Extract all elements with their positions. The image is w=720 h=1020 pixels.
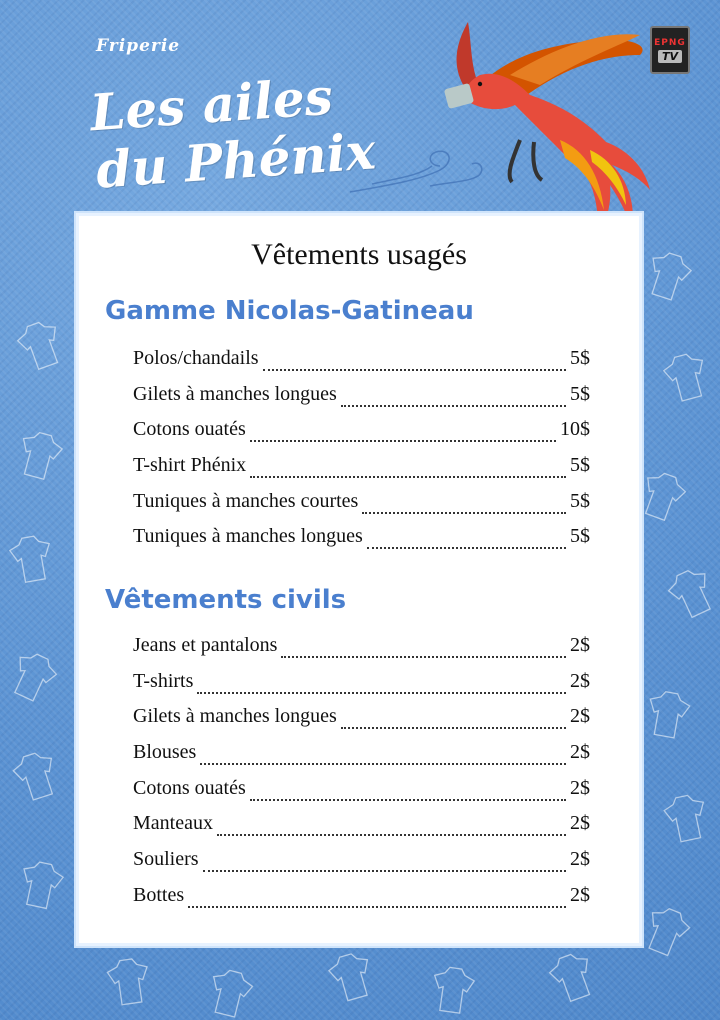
item-price: 10$ <box>560 418 590 441</box>
dot-leader <box>281 656 566 658</box>
dot-leader <box>367 547 566 549</box>
item-name: Gilets à manches longues <box>133 382 337 405</box>
price-row <box>133 777 590 813</box>
price-row <box>133 634 590 670</box>
item-price: 2$ <box>570 705 590 728</box>
item-name: T-shirt Phénix <box>133 454 247 477</box>
item-name: Jeans et pantalons <box>133 634 278 656</box>
dot-leader <box>250 476 566 478</box>
price-row <box>133 454 590 490</box>
shirt-outline-icon <box>6 648 61 705</box>
section-list-gamme <box>133 347 590 561</box>
item-name: Tuniques à manches courtes <box>133 489 359 512</box>
item-price: 2$ <box>570 776 590 799</box>
shirt-outline-icon <box>546 950 599 1005</box>
shirt-outline-icon <box>10 749 62 803</box>
price-row <box>133 670 590 706</box>
item-name: Cotons ouatés <box>133 418 246 441</box>
brand-title-line1: Les ailes <box>88 66 335 143</box>
dot-leader <box>362 512 566 514</box>
item-price: 2$ <box>570 848 590 871</box>
price-row <box>133 705 590 741</box>
dot-leader <box>200 763 566 765</box>
item-price: 5$ <box>570 382 590 405</box>
shirt-outline-icon <box>640 904 694 960</box>
dot-leader <box>250 799 566 801</box>
item-price: 2$ <box>570 634 590 656</box>
shirt-outline-icon <box>662 793 710 844</box>
item-price: 5$ <box>570 525 590 548</box>
item-name: Gilets à manches longues <box>133 705 337 728</box>
item-price: 5$ <box>570 347 590 369</box>
shirt-outline-icon <box>664 565 719 622</box>
logo-tv-text: TV <box>658 50 682 63</box>
shirt-outline-icon <box>15 429 65 482</box>
dot-leader <box>197 692 566 694</box>
item-name: Blouses <box>133 741 197 764</box>
logo-top-text: EPNG <box>654 37 686 48</box>
brand-subtitle: Friperie <box>96 36 181 56</box>
item-price: 5$ <box>570 489 590 512</box>
price-row <box>133 347 590 383</box>
item-price: 5$ <box>570 454 590 477</box>
shirt-outline-icon <box>14 318 67 373</box>
item-name: Bottes <box>133 883 185 906</box>
price-row <box>133 490 590 526</box>
shirt-outline-icon <box>326 950 377 1003</box>
shirt-outline-icon <box>17 859 65 910</box>
shirt-outline-icon <box>205 967 254 1019</box>
item-price: 2$ <box>570 883 590 906</box>
shirt-outline-icon <box>644 689 691 739</box>
item-price: 2$ <box>570 741 590 764</box>
shirt-outline-icon <box>8 534 55 584</box>
price-row <box>133 741 590 777</box>
price-row <box>133 418 590 454</box>
item-price: 2$ <box>570 669 590 692</box>
dot-leader <box>263 369 566 371</box>
price-row <box>133 812 590 848</box>
shirt-outline-icon <box>106 957 152 1006</box>
price-row <box>133 884 590 920</box>
dot-leader <box>341 727 566 729</box>
dot-leader <box>341 405 566 407</box>
price-card <box>76 213 642 946</box>
section-list-civils <box>133 634 590 920</box>
dot-leader <box>203 870 566 872</box>
shirt-outline-icon <box>430 965 476 1014</box>
brand-title-line2: du Phénix <box>94 121 378 200</box>
shirt-outline-icon <box>661 351 711 404</box>
dot-leader <box>217 834 566 836</box>
price-row <box>133 848 590 884</box>
item-price: 2$ <box>570 812 590 835</box>
section-title-gamme: Gamme Nicolas-Gatineau <box>105 296 474 326</box>
shirt-outline-icon <box>636 469 689 524</box>
price-row <box>133 525 590 561</box>
item-name: Tuniques à manches longues <box>133 525 363 548</box>
menu-title: Vêtements usagés <box>251 238 467 271</box>
item-name: Manteaux <box>133 812 213 835</box>
epng-tv-logo <box>650 26 690 74</box>
item-name: Souliers <box>133 848 199 871</box>
dot-leader <box>188 906 566 908</box>
item-name: Cotons ouatés <box>133 776 246 799</box>
item-name: T-shirts <box>133 669 194 692</box>
section-title-civils: Vêtements civils <box>105 585 347 615</box>
price-row <box>133 383 590 419</box>
item-name: Polos/chandails <box>133 347 259 369</box>
shirt-outline-icon <box>643 249 695 303</box>
phoenix-icon <box>444 22 650 240</box>
dot-leader <box>250 440 556 442</box>
